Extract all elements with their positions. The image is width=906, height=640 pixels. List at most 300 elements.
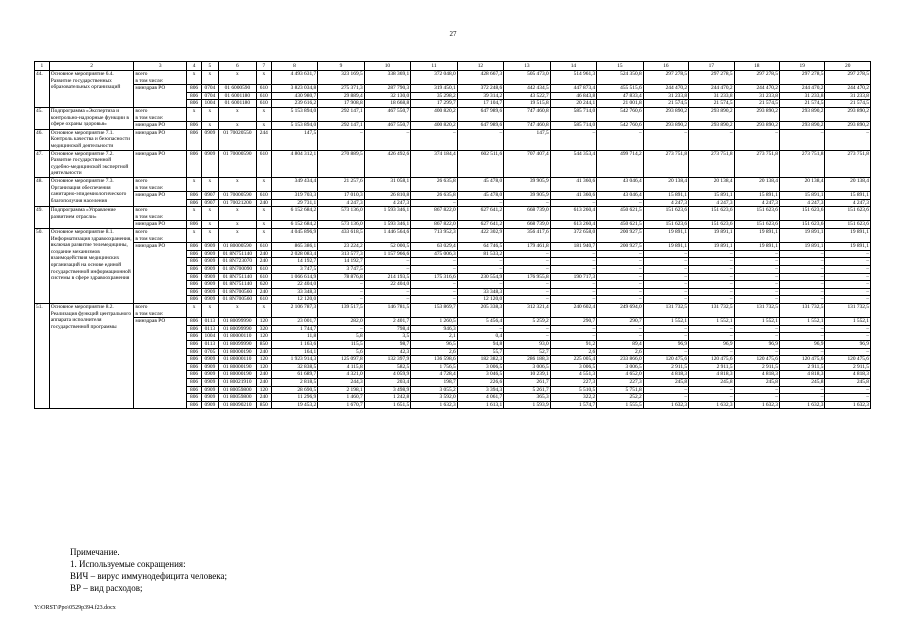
table-cell: 2,6: [597, 348, 644, 356]
row-number-cell: 49.: [35, 207, 50, 229]
table-cell: 01 70020550: [218, 129, 256, 150]
table-cell: 41 360,6: [550, 192, 597, 200]
table-row: [35, 122, 871, 130]
table-cell: 5,8: [318, 333, 365, 341]
table-cell: 293 890,2: [734, 122, 779, 130]
table-cell: –: [597, 258, 644, 266]
table-cell: 514 961,3: [550, 71, 597, 85]
table-cell: x: [187, 229, 202, 243]
table-cell: 1 593,9: [504, 401, 551, 409]
table-cell: 96,9: [780, 340, 825, 348]
table-cell: –: [643, 258, 688, 266]
table-cell: 372 048,0: [411, 71, 458, 85]
table-cell: 1 632,3: [825, 401, 871, 409]
table-cell: 0113: [201, 318, 218, 326]
table-cell: –: [689, 394, 734, 402]
table-cell: 0909: [201, 150, 218, 177]
column-index-row: [35, 62, 871, 71]
table-cell: 164,1: [271, 348, 318, 356]
table-cell: 524 350,8: [597, 71, 644, 85]
table-cell: 806: [187, 356, 202, 364]
table-cell: 19 891,1: [825, 229, 871, 243]
table-cell: 2 818,5: [271, 378, 318, 386]
table-cell: 0909: [201, 296, 218, 304]
table-cell: 573 136,0: [318, 207, 365, 221]
table-cell: 146 781,5: [364, 304, 411, 318]
table-cell: 4 059,9: [364, 371, 411, 379]
table-row: [35, 85, 871, 93]
table-cell: 3 055,2: [411, 386, 458, 394]
table-cell: 4 247,3: [734, 199, 779, 207]
table-cell: 5 456,4: [457, 318, 504, 326]
table-cell: 292 147,1: [318, 107, 365, 121]
notes-title: Примечание.: [70, 547, 120, 557]
notes-line: ВИЧ – вирус иммунодефицита человека;: [70, 571, 227, 581]
table-cell: 43 522,7: [504, 92, 551, 100]
table-cell: 47 833,4: [597, 92, 644, 100]
table-cell: 01 8N700560: [218, 296, 256, 304]
table-cell: –: [597, 199, 644, 207]
table-cell: –: [364, 288, 411, 296]
table-cell: 43 046,4: [597, 177, 644, 191]
table-cell: 01 6001180: [218, 92, 256, 100]
table-cell: 1 632,3: [689, 401, 734, 409]
table-cell: x: [218, 177, 256, 191]
page-number: 27: [449, 30, 457, 38]
table-cell: 4 247,3: [643, 199, 688, 207]
table-cell: 17 299,7: [411, 100, 458, 108]
table-cell: 610: [256, 192, 271, 200]
table-cell: 19 891,1: [643, 229, 688, 243]
table-cell: 4 115,8: [318, 363, 365, 371]
table-cell: 31 233,8: [689, 92, 734, 100]
table-cell: x: [256, 304, 271, 318]
table-cell: 4 728,4: [411, 371, 458, 379]
table-cell: 39 905,9: [504, 177, 551, 191]
table-cell: 4 804 312,1: [271, 150, 318, 177]
table-cell: 1 574,7: [550, 401, 597, 409]
row-number-cell: 51.: [35, 304, 50, 409]
table-cell: 46 843,8: [550, 92, 597, 100]
table-cell: –: [734, 266, 779, 274]
table-cell: 293 890,2: [825, 107, 871, 121]
table-cell: 400 820,2: [411, 122, 458, 130]
table-cell: 200 927,5: [597, 243, 644, 251]
table-cell: 293 890,2: [643, 122, 688, 130]
table-cell: x: [256, 107, 271, 121]
table-cell: 0909: [201, 356, 218, 364]
table-cell: –: [689, 281, 734, 289]
table-cell: 01 80000110: [218, 333, 256, 341]
table-cell: 585 714,0: [550, 122, 597, 130]
table-cell: 1 260,5: [411, 318, 458, 326]
row-number-cell: 48.: [35, 177, 50, 206]
table-cell: –: [643, 250, 688, 258]
table-cell: –: [689, 250, 734, 258]
table-cell: 806: [187, 325, 202, 333]
table-cell: –: [504, 281, 551, 289]
table-cell: –: [550, 129, 597, 150]
table-cell: 4 818,3: [734, 371, 779, 379]
table-cell: 1 460,7: [318, 394, 365, 402]
table-cell: 19 515,8: [504, 100, 551, 108]
table-cell: 15 891,1: [734, 192, 779, 200]
table-cell: 312 321,4: [504, 304, 551, 318]
table-cell: 244: [256, 129, 271, 150]
table-row: [35, 150, 871, 177]
table-cell: 244,3: [318, 378, 365, 386]
table-cell: 1 552,1: [643, 318, 688, 326]
table-cell: –: [689, 333, 734, 341]
table-cell: 245,8: [780, 378, 825, 386]
table-row: [35, 221, 871, 229]
table-cell: –: [364, 258, 411, 266]
table-cell: 270 889,5: [318, 150, 365, 177]
table-cell: 0907: [201, 199, 218, 207]
table-cell: –: [550, 288, 597, 296]
table-cell: 5 510,5: [550, 386, 597, 394]
table-cell: 89,4: [597, 340, 644, 348]
table-cell: 15 891,1: [643, 192, 688, 200]
table-cell: 4 551,3: [550, 371, 597, 379]
table-cell: 430 980,7: [271, 92, 318, 100]
table-cell: 499 714,2: [597, 150, 644, 177]
table-cell: 20 138,4: [780, 177, 825, 191]
table-cell: 3 498,9: [364, 386, 411, 394]
table-cell: 3,5: [364, 333, 411, 341]
table-cell: 806: [187, 258, 202, 266]
column-index-cell: 8: [271, 62, 318, 71]
table-cell: 240: [256, 371, 271, 379]
table-cell: x: [256, 229, 271, 243]
table-cell: 455 515,6: [597, 85, 644, 93]
table-cell: 806: [187, 92, 202, 100]
table-cell: 273 751,8: [825, 150, 871, 177]
table-cell: 01 80099990: [218, 318, 256, 326]
table-cell: 1 552,1: [689, 318, 734, 326]
table-cell: x: [187, 71, 202, 85]
table-cell: 2 401,7: [364, 318, 411, 326]
table-cell: 94,8: [457, 340, 504, 348]
table-cell: 1 632,3: [734, 401, 779, 409]
table-cell: x: [218, 207, 256, 221]
table-cell: 668 739,0: [504, 207, 551, 221]
table-cell: 01 8N751140: [218, 250, 256, 258]
row-number-cell: 46.: [35, 129, 50, 150]
table-cell: 610: [256, 150, 271, 177]
table-cell: 01 80059800: [218, 394, 256, 402]
table-cell: 01 80099990: [218, 340, 256, 348]
table-cell: x: [201, 107, 218, 121]
table-cell: 01 80090210: [218, 401, 256, 409]
table-cell: 176 955,8: [504, 273, 551, 281]
table-cell: 136 598,6: [411, 356, 458, 364]
table-cell: 273 751,8: [780, 150, 825, 177]
table-cell: 806: [187, 85, 202, 93]
table-cell: 450 621,5: [597, 221, 644, 229]
table-cell: 3 006,5: [457, 363, 504, 371]
table-cell: 252,2: [597, 394, 644, 402]
table-cell: 120: [256, 363, 271, 371]
table-cell: –: [734, 333, 779, 341]
table-cell: 627 641,2: [457, 207, 504, 221]
table-cell: 5 153 894,0: [271, 107, 318, 121]
table-cell: 2,6: [411, 348, 458, 356]
table-cell: –: [597, 296, 644, 304]
table-cell: 19 891,1: [643, 243, 688, 251]
table-cell: 96,9: [689, 340, 734, 348]
table-cell: 179 461,8: [504, 243, 551, 251]
table-cell: 01 8N700560: [218, 288, 256, 296]
notes-line: ВР – вид расходов;: [70, 583, 143, 593]
table-cell: 1 242,8: [364, 394, 411, 402]
table-cell: –: [780, 296, 825, 304]
table-cell: –: [780, 386, 825, 394]
table-cell: 230 554,9: [457, 273, 504, 281]
table-cell: –: [457, 281, 504, 289]
table-cell: 4 061,7: [457, 394, 504, 402]
notes-line: 1. Используемые сокращения:: [70, 559, 186, 569]
table-cell: –: [643, 273, 688, 281]
table-cell: 0909: [201, 288, 218, 296]
table-cell: 806: [187, 363, 202, 371]
table-cell: 647 989,6: [457, 122, 504, 130]
table-cell: 647 989,6: [457, 107, 504, 121]
column-index-cell: 15: [597, 62, 644, 71]
table-cell: 319 450,1: [411, 85, 458, 93]
table-cell: 147,5: [504, 129, 551, 150]
table-cell: –: [734, 129, 779, 150]
table-cell: 806: [187, 122, 202, 130]
table-cell: 297 278,5: [643, 71, 688, 85]
table-cell: 4 247,3: [825, 199, 871, 207]
table-cell: 20 138,4: [643, 177, 688, 191]
table-cell: 365,3: [504, 394, 551, 402]
table-cell: 806: [187, 243, 202, 251]
table-cell: 313 577,3: [318, 250, 365, 258]
table-cell: –: [643, 281, 688, 289]
table-cell: 01 80000190: [218, 371, 256, 379]
table-cell: 0,4: [457, 333, 504, 341]
table-cell: –: [825, 296, 871, 304]
table-cell: 0909: [201, 129, 218, 150]
table-cell: 14 192,7: [318, 258, 365, 266]
column-index-cell: 7: [256, 62, 271, 71]
table-cell: –: [734, 394, 779, 402]
table-cell: –: [734, 281, 779, 289]
table-cell: –: [689, 288, 734, 296]
column-index-cell: 20: [825, 62, 871, 71]
table-cell: 93,0: [504, 340, 551, 348]
table-cell: –: [457, 266, 504, 274]
table-cell: 240: [256, 199, 271, 207]
table-cell: x: [256, 207, 271, 221]
table-cell: –: [825, 129, 871, 150]
table-cell: 19 891,1: [734, 229, 779, 243]
table-cell: 98,7: [364, 340, 411, 348]
table-cell: 151 623,6: [689, 221, 734, 229]
table-cell: –: [504, 266, 551, 274]
table-cell: –: [643, 288, 688, 296]
column-index-cell: 12: [457, 62, 504, 71]
table-cell: 2,1: [411, 333, 458, 341]
table-cell: 806: [187, 266, 202, 274]
table-cell: 120: [256, 318, 271, 326]
table-cell: 153 869,7: [411, 304, 458, 318]
table-cell: 544 353,4: [550, 150, 597, 177]
table-cell: 356 417,6: [504, 229, 551, 243]
table-cell: 26 810,8: [364, 192, 411, 200]
table-cell: 240: [256, 394, 271, 402]
table-cell: 21 001,8: [597, 100, 644, 108]
table-cell: –: [597, 281, 644, 289]
table-cell: 806: [187, 340, 202, 348]
table-cell: –: [550, 333, 597, 341]
table-cell: 372 658,0: [550, 229, 597, 243]
table-cell: 372 248,6: [457, 85, 504, 93]
table-cell: 151 623,6: [825, 221, 871, 229]
table-cell: 244 470,2: [643, 85, 688, 93]
table-cell: 33 348,3: [271, 288, 318, 296]
table-cell: 26 635,8: [411, 192, 458, 200]
table-row: [35, 177, 871, 191]
table-cell: x: [218, 221, 256, 229]
table-cell: –: [825, 288, 871, 296]
table-cell: –: [597, 129, 644, 150]
table-cell: 0907: [201, 192, 218, 200]
table-cell: 806: [187, 100, 202, 108]
table-cell: 200 927,5: [597, 229, 644, 243]
table-cell: 125 097,8: [318, 356, 365, 364]
table-cell: 2 911,5: [734, 363, 779, 371]
column-index-cell: 6: [218, 62, 256, 71]
table-cell: 610: [256, 92, 271, 100]
table-cell: 131 732,5: [643, 304, 688, 318]
table-cell: 0705: [201, 348, 218, 356]
table-cell: 806: [187, 378, 202, 386]
table-cell: 1 632,3: [643, 401, 688, 409]
table-cell: 542 760,6: [597, 122, 644, 130]
table-cell: –: [597, 266, 644, 274]
table-cell: 96,5: [411, 340, 458, 348]
table-cell: –: [825, 394, 871, 402]
column-index-cell: 3: [134, 62, 187, 71]
table-cell: –: [734, 348, 779, 356]
table-cell: –: [689, 266, 734, 274]
table-cell: –: [825, 266, 871, 274]
executor-cell: всего в том числе:: [134, 207, 187, 221]
table-cell: 0909: [201, 378, 218, 386]
table-cell: 293 890,2: [689, 122, 734, 130]
table-cell: 29 889,4: [318, 92, 365, 100]
row-number-cell: 45.: [35, 107, 50, 129]
table-cell: 747 460,8: [504, 122, 551, 130]
column-index-cell: 11: [411, 62, 458, 71]
table-cell: 14 192,7: [271, 258, 318, 266]
table-cell: –: [825, 250, 871, 258]
table-cell: 41 360,6: [550, 177, 597, 191]
table-cell: 19 891,1: [780, 229, 825, 243]
table-cell: 240 602,4: [550, 304, 597, 318]
table-cell: –: [504, 250, 551, 258]
table-cell: –: [780, 273, 825, 281]
table-cell: 0113: [201, 340, 218, 348]
table-cell: 39 314,2: [457, 92, 504, 100]
table-cell: –: [825, 281, 871, 289]
table-cell: 01 80000190: [218, 363, 256, 371]
table-cell: 293 890,2: [780, 122, 825, 130]
table-cell: 319 703,3: [271, 192, 318, 200]
table-cell: –: [597, 250, 644, 258]
table-cell: 15 891,1: [825, 192, 871, 200]
table-cell: 28 690,5: [271, 386, 318, 394]
table-cell: 806: [187, 333, 202, 341]
table-cell: 707 407,4: [504, 150, 551, 177]
table-cell: 2 028 083,4: [271, 250, 318, 258]
table-cell: 806: [187, 192, 202, 200]
table-cell: 33 348,3: [457, 288, 504, 296]
table-cell: 2 911,5: [825, 363, 871, 371]
table-cell: 31 233,8: [780, 92, 825, 100]
table-row: [35, 304, 871, 318]
table-cell: 214 193,5: [364, 273, 411, 281]
table-cell: 0909: [201, 250, 218, 258]
table-cell: 45 478,0: [457, 177, 504, 191]
table-cell: 426 492,6: [364, 150, 411, 177]
table-cell: 610: [256, 266, 271, 274]
table-cell: –: [550, 296, 597, 304]
table-cell: 12 120,0: [457, 296, 504, 304]
table-cell: –: [780, 250, 825, 258]
table-cell: x: [187, 207, 202, 221]
table-cell: –: [504, 258, 551, 266]
table-cell: 4 247,3: [689, 199, 734, 207]
table-cell: 244 470,2: [780, 85, 825, 93]
table-cell: x: [201, 177, 218, 191]
table-cell: 806: [187, 281, 202, 289]
table-cell: 1 163,6: [271, 340, 318, 348]
table-cell: –: [734, 325, 779, 333]
table-cell: 3 006,5: [550, 363, 597, 371]
table-cell: 1 744,7: [271, 325, 318, 333]
row-number-cell: 44.: [35, 71, 50, 108]
table-cell: 120: [256, 333, 271, 341]
table-cell: 01 80000590: [218, 243, 256, 251]
table-cell: 01 80059800: [218, 386, 256, 394]
table-cell: 2 911,5: [780, 363, 825, 371]
table-cell: 806: [187, 401, 202, 409]
table-cell: 1 555,5: [597, 401, 644, 409]
table-cell: 0909: [201, 281, 218, 289]
table-row: [35, 129, 871, 150]
table-cell: 573 136,0: [318, 221, 365, 229]
table-cell: 203,4: [364, 378, 411, 386]
table-cell: x: [218, 71, 256, 85]
table-cell: 747 460,8: [504, 107, 551, 121]
table-cell: 78 876,8: [318, 273, 365, 281]
table-cell: –: [457, 199, 504, 207]
table-cell: 0704: [201, 92, 218, 100]
table-cell: –: [780, 333, 825, 341]
table-cell: 0909: [201, 371, 218, 379]
table-cell: –: [411, 199, 458, 207]
table-cell: 245,8: [734, 378, 779, 386]
table-cell: x: [256, 71, 271, 85]
table-cell: 131 732,5: [825, 304, 871, 318]
table-cell: 115,5: [318, 340, 365, 348]
table-cell: –: [643, 296, 688, 304]
table-cell: 1 593 346,1: [364, 207, 411, 221]
